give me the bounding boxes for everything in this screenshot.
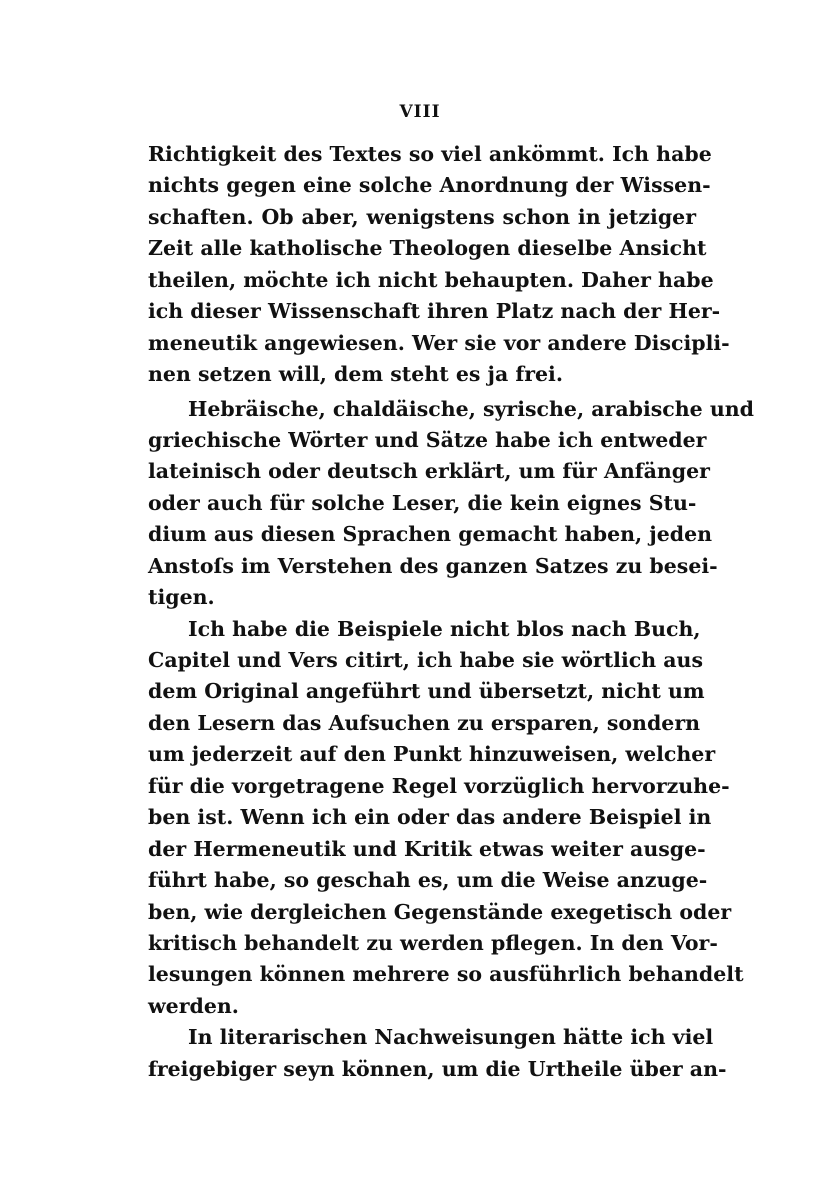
paragraph-first-line: Ich habe die Beispiele nicht blos nach Buch,	[188, 616, 701, 641]
text-line: werden.	[148, 993, 239, 1018]
text-line: Capitel und Vers citirt, ich habe sie wörtlich aus	[148, 648, 703, 672]
text-line: kritisch behandelt zu werden pflegen. In den Vor-	[148, 930, 718, 955]
page-number: VIII	[399, 102, 441, 122]
text-line: theilen, möchte ich nicht behaupten. Daher habe	[148, 267, 714, 292]
text-line: dium aus diesen Sprachen gemacht haben, jeden	[148, 522, 713, 547]
text-line: lateinisch oder deutsch erklärt, um für Anfänger	[148, 459, 710, 484]
text-line: ich dieser Wissenschaft ihren Platz nach der Her-	[148, 299, 721, 324]
text-line: führt habe, so geschah es, um die Weise anzuge-	[148, 868, 708, 893]
text-line: ben, wie dergleichen Gegenstände exegetisch oder	[148, 899, 732, 924]
text-line: tigen.	[148, 585, 215, 610]
text-line: ben ist. Wenn ich ein oder das andere Beispiel in	[148, 805, 712, 830]
text-line: Richtigkeit des Textes so viel ankömmt. Ich habe	[148, 142, 712, 166]
text-line: Anstoſs im Verstehen des ganzen Satzes zu besei-	[148, 553, 718, 578]
text-line: freigebiger seyn können, um die Urtheile über an-	[148, 1056, 727, 1081]
text-line: nen setzen will, dem steht es ja frei.	[148, 362, 563, 387]
text-line: griechische Wörter und Sätze habe ich entweder	[148, 427, 707, 452]
text-line: meneutik angewiesen. Wer sie vor andere Discipli-	[148, 330, 730, 355]
text-line: um jederzeit auf den Punkt hinzuweisen, welcher	[148, 742, 716, 767]
text-line: den Lesern das Aufsuchen zu ersparen, sondern	[148, 710, 701, 735]
text-line: schaften. Ob aber, wenigstens schon in jetziger	[148, 204, 696, 229]
text-line: oder auch für solche Leser, die kein eignes Stu-	[148, 490, 697, 515]
text-line: Zeit alle katholische Theologen dieselbe Ansicht	[148, 236, 707, 261]
text-line: dem Original angeführt und übersetzt, nicht um	[148, 679, 705, 704]
text-line: für die vorgetragene Regel vorzüglich hervorzuhe-	[148, 773, 730, 798]
body-text	[148, 139, 754, 1085]
paragraph-first-line: Hebräische, chaldäische, syrische, arabische und	[188, 396, 754, 421]
text-line: nichts gegen eine solche Anordnung der Wissen-	[148, 173, 711, 198]
text-line: der Hermeneutik und Kritik etwas weiter ausge-	[148, 836, 706, 861]
text-line: lesungen können mehrere so ausführlich behandelt	[148, 962, 744, 987]
paragraph-first-line: In literarischen Nachweisungen hätte ich viel	[188, 1025, 714, 1050]
